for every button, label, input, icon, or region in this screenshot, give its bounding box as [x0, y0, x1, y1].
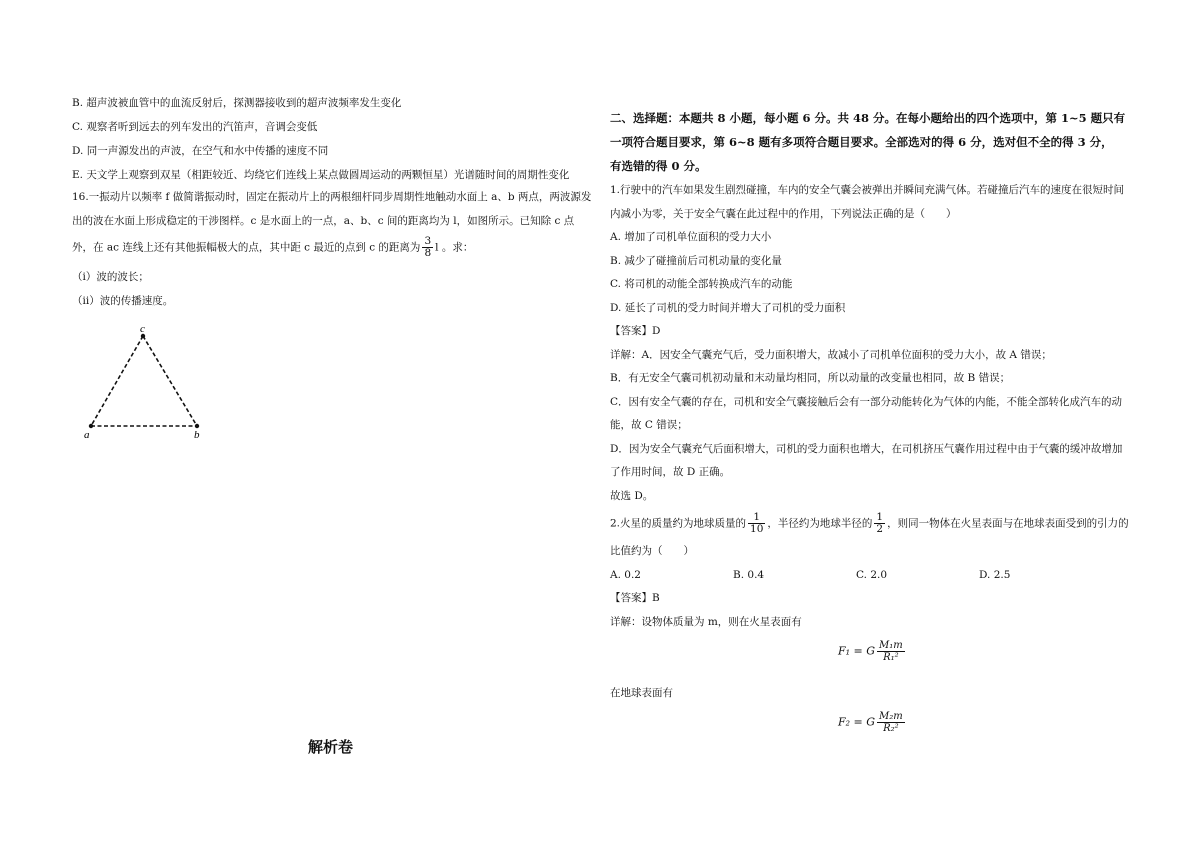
q1-option-a: A. 增加了司机单位面积的受力大小 [610, 231, 772, 243]
q1-answer: 【答案】D [610, 325, 661, 337]
q16-part-ii: （ii）波的传播速度。 [72, 295, 174, 307]
q2-option-b: B. 0.4 [733, 569, 765, 581]
q1-line-2: 内减小为零，关于安全气囊在此过程中的作用，下列说法正确的是（ ） [610, 208, 957, 220]
section-header-1: 二、选择题：本题共 8 小题，每小题 6 分。共 48 分。在每小题给出的四个选项中，第 1~5 题只有 [610, 111, 1126, 125]
q1-line-1: 1.行驶中的汽车如果发生剧烈碰撞，车内的安全气囊会被弹出并瞬间充满气体。若碰撞后汽车的速度在很短时间 [610, 184, 1125, 196]
fraction-1-2 [874, 512, 885, 535]
q2-stem-d: 比值约为（ ） [610, 545, 694, 557]
q2-option-a: A. 0.2 [610, 569, 641, 581]
q2-stem [610, 512, 1129, 535]
label-a: a [84, 429, 90, 441]
q2-detail: 详解：设物体质量为 m，则在火星表面有 [610, 616, 802, 628]
frac2-num: 1 [876, 511, 884, 523]
option-e-line: E. 天文学上观察到双星（相距较近、均绕它们连线上某点做圆周运动的两颗恒星）光谱随时间的周期性变化 [72, 169, 570, 181]
f1-fraction [877, 640, 905, 663]
frac1-den: 10 [750, 523, 764, 535]
q16-line-3 [72, 236, 473, 259]
q1-detail-d-1: D．因为安全气囊充气后面积增大，司机的受力面积也增大，在司机挤压气囊作用过程中由于气囊的缓冲故增加 [610, 443, 1123, 455]
section-header-2: 一项符合题目要求，第 6~8 题有多项符合题目要求。全部选对的得 6 分，选对但不全的得 3 分， [610, 135, 1113, 149]
q1-detail-a: 详解：A．因安全气囊充气后，受力面积增大，故减小了司机单位面积的受力大小，故 A 错误； [610, 349, 1052, 361]
fraction-1-10 [748, 512, 765, 535]
earth-surface-line: 在地球表面有 [610, 687, 673, 699]
formula-f2 [838, 711, 907, 734]
q2-stem-a: 2.火星的质量约为地球质量的 [610, 517, 747, 530]
option-b-line: B. 超声波被血管中的血流反射后，探测器接收到的超声波频率发生变化 [72, 97, 402, 109]
q2-stem-c: ，则同一物体在火星表面与在地球表面受到的引力的 [887, 517, 1129, 530]
section-header-3: 有选错的得 0 分。 [610, 159, 707, 173]
q1-option-b: B. 减少了碰撞前后司机动量的变化量 [610, 255, 782, 267]
q16-line-3-text: 外，在 ac 连线上还有其他振幅极大的点，其中距 c 最近的点到 c 的距离为 [72, 241, 421, 254]
formula-f1 [838, 640, 907, 663]
q1-conclusion: 故选 D。 [610, 490, 654, 502]
frac2-den: 2 [876, 523, 884, 535]
q1-detail-d-2: 了作用时间，故 D 正确。 [610, 466, 731, 478]
q1-option-c: C. 将司机的动能全部转换成汽车的动能 [610, 278, 793, 290]
f2-num: M₂m [879, 711, 903, 722]
q2-option-d: D. 2.5 [979, 569, 1011, 581]
q1-detail-c-1: C．因有安全气囊的存在，司机和安全气囊接触后会有一部分动能转化为气体的内能，不能全部转化成汽车的动 [610, 396, 1123, 408]
f2-fraction [877, 711, 905, 734]
q2-option-c: C. 2.0 [856, 569, 888, 581]
label-c: c [140, 323, 145, 335]
q2-answer: 【答案】B [610, 592, 660, 604]
f2-den: R₂² [883, 723, 899, 734]
q1-detail-b: B．有无安全气囊司机初动量和末动量均相同，所以动量的改变量也相同，故 B 错误； [610, 372, 1011, 384]
f1-lhs: F₁ = G [838, 644, 876, 658]
label-b: b [194, 429, 200, 441]
q16-part-i: （i）波的波长； [72, 271, 149, 283]
q16-line-2: 出的波在水面上形成稳定的干涉图样。c 是水面上的一点，a、b、c 间的距离均为 l，如图所示。已知除 c 点 [72, 215, 575, 227]
q1-detail-c-2: 能，故 C 错误； [610, 419, 688, 431]
frac-den: 8 [424, 247, 432, 259]
q16-line-3-end: l 。求： [435, 241, 474, 254]
triangle-diagram [80, 320, 220, 445]
q2-stem-b: ，半径约为地球半径的 [767, 517, 873, 530]
f1-num: M₁m [879, 640, 903, 651]
option-c-line: C. 观察者听到远去的列车发出的汽笛声，音调会变低 [72, 121, 318, 133]
f2-lhs: F₂ = G [838, 715, 876, 729]
q1-option-d: D. 延长了司机的受力时间并增大了司机的受力面积 [610, 302, 846, 314]
frac-num: 3 [424, 235, 432, 247]
page-title: 解析卷 [308, 738, 354, 756]
fraction-3-8 [422, 236, 433, 259]
option-d-line: D. 同一声源发出的声波，在空气和水中传播的速度不同 [72, 145, 329, 157]
f1-den: R₁² [883, 652, 899, 663]
q16-line-1: 16.一振动片以频率 f 做简谐振动时，固定在振动片上的两根细杆同步周期性地触动水面上 a、b 两点，两波源发 [72, 191, 592, 203]
frac1-num: 1 [748, 512, 765, 524]
